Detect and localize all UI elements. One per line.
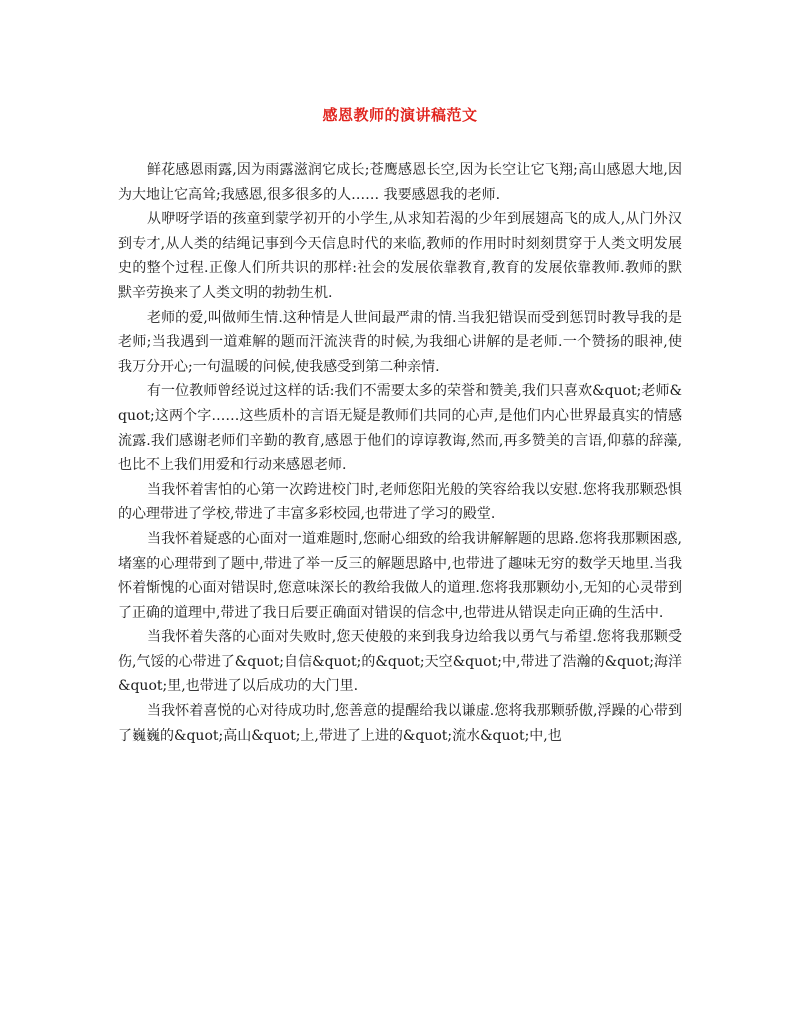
paragraph: 当我怀着失落的心面对失败时,您天使般的来到我身边给我以勇气与希望.您将我那颗受伤,气馁的心带进了&quot;自信&quot;的&quot;天空&quot;中,带进了浩瀚的&quot;海洋&quot;里,也带进了以后成功的大门里. [118, 629, 682, 695]
paragraph: 当我怀着害怕的心第一次跨进校门时,老师您阳光般的笑容给我以安慰.您将我那颗恐惧的心理带进了学校,带进了丰富多彩校园,也带进了学习的殿堂. [118, 481, 682, 523]
paragraph: 老师的爱,叫做师生情.这种情是人世间最严肃的情.当我犯错误而受到惩罚时教导我的是老师;当我遇到一道难解的题而汗流浃背的时候,为我细心讲解的是老师.一个赞扬的眼神,使我万分开心;一句温暖的问候,使我感受到第二种亲情. [118, 309, 682, 375]
paragraph: 当我怀着喜悦的心对待成功时,您善意的提醒给我以谦虚.您将我那颗骄傲,浮躁的心带到了巍巍的&quot;高山&quot;上,带进了上进的&quot;流水&quot;中,也 [118, 703, 682, 744]
paragraph: 有一位教师曾经说过这样的话:我们不需要太多的荣誉和赞美,我们只喜欢&quot;老师&quot;这两个字……这些质朴的言语无疑是教师们共同的心声,是他们内心世界最真实的情感流露.我们感谢老师们辛勤的教育,感恩于他们的谆谆教诲,然而,再多赞美的言语,仰慕的辞藻,也比不上我们用爱和行动来感恩老师. [118, 383, 682, 474]
paragraph: 从咿呀学语的孩童到蒙学初开的小学生,从求知若渴的少年到展翅高飞的成人,从门外汉到专才,从人类的结绳记事到今天信息时代的来临,教师的作用时时刻刻贯穿于人类文明发展史的整个过程.正像人们所共识的那样:社会的发展依靠教育,教育的发展依靠教师.教师的默默辛劳换来了人类文明的勃勃生机. [118, 211, 682, 301]
document-title: 感恩教师的演讲稿范文 [322, 106, 478, 124]
document-body [118, 158, 682, 748]
paragraph: 鲜花感恩雨露,因为雨露滋润它成长;苍鹰感恩长空,因为长空让它飞翔;高山感恩大地,因为大地让它高耸;我感恩,很多很多的人…… 我要感恩我的老师. [118, 162, 682, 203]
paragraph: 当我怀着疑惑的心面对一道难题时,您耐心细致的给我讲解解题的思路.您将我那颗困惑,堵塞的心理带到了题中,带进了举一反三的解题思路中,也带进了趣味无穷的数学天地里.当我怀着惭愧的心面对错误时,您意味深长的教给我做人的道理.您将我那颗幼小,无知的心灵带到了正确的道理中,带进了我日后要正确面对错误的信念中,也带进从错误走向正确的生活中. [118, 530, 682, 621]
